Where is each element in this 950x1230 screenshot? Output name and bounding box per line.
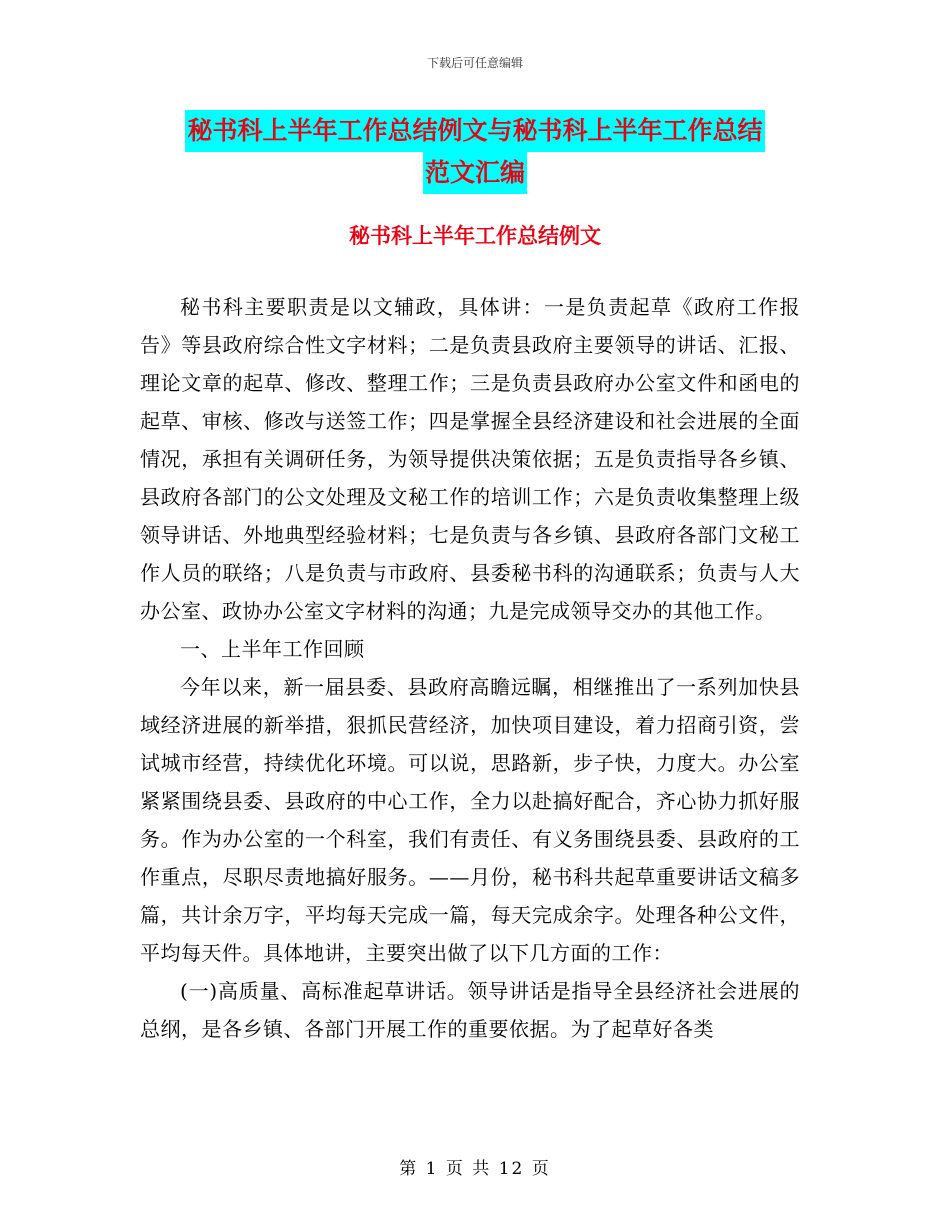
paragraph-item-1: (一)高质量、高标准起草讲话。领导讲话是指导全县经济社会进展的总纲，是各乡镇、各部门开展工作的重要依据。为了起草好各类 — [140, 979, 800, 1041]
page-number: 第 1 页 共 12 页 — [399, 1159, 551, 1179]
section-title: 秘书科上半年工作总结例文 — [349, 224, 601, 248]
header-note: 下载后可任意编辑 — [426, 56, 523, 70]
paragraph-review: 今年以来，新一届县委、县政府高瞻远瞩，相继推出了一系列加快县域经济进展的新举措，狠抓民营经济，加快项目建设，着力招商引资，尝试城市经营，持续优化环境。可以说，思路新，步子快，力度大。办公室紧紧围绕县委、县政府的中心工作，全力以赴搞好配合，齐心协力抓好服务。作为办公室的一个科室，我们有责任、有义务围绕县委、县政府的工作重点，尽职尽责地搞好服务。——月份，秘书科共起草重要讲话文稿多篇，共计余万字，平均每天完成一篇，每天完成余字。处理各种公文件，平均每天件。具体地讲，主要突出做了以下几方面的工作： — [140, 675, 800, 965]
paragraph-duties: 秘书科主要职责是以文辅政，具体讲：一是负责起草《政府工作报告》等县政府综合性文字材料；二是负责县政府主要领导的讲话、汇报、理论文章的起草、修改、整理工作；三是负责县政府办公室文件和函电的起草、审核、修改与送签工作；四是掌握全县经济建设和社会进展的全面情况，承担有关调研任务，为领导提供决策依据；五是负责指导各乡镇、县政府各部门的公文处理及文秘工作的培训工作；六是负责收集整理上级领导讲话、外地典型经验材料；七是负责与各乡镇、县政府各部门文秘工作人员的联络；八是负责与市政府、县委秘书科的沟通联系；负责与人大办公室、政协办公室文字材料的沟通；九是完成领导交办的其他工作。 — [140, 295, 800, 623]
paragraph-heading-review: 一、上半年工作回顾 — [180, 637, 365, 661]
document-body — [140, 288, 800, 1048]
document-title — [0, 110, 950, 194]
document-title-line-1: 秘书科上半年工作总结例文与秘书科上半年工作总结 — [185, 110, 764, 152]
document-title-line-2: 范文汇编 — [423, 152, 527, 194]
